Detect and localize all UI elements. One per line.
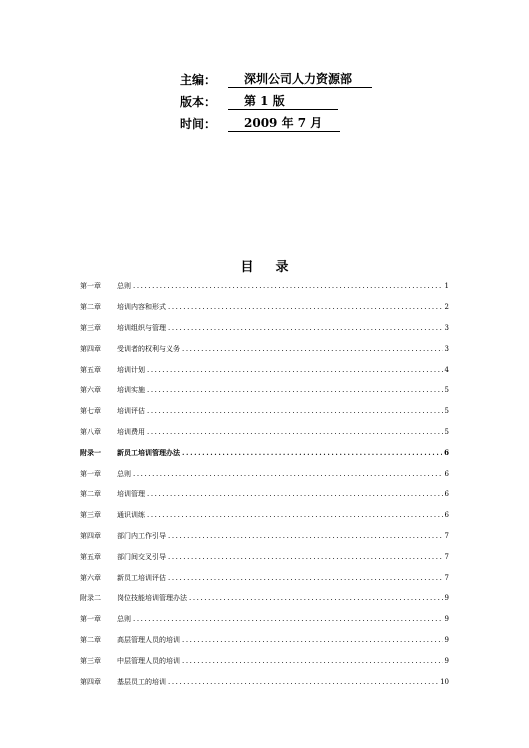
toc-entry[interactable] [80, 422, 449, 443]
toc-chapter: 第二章 [80, 303, 101, 312]
toc-page-number: 7 [444, 531, 449, 540]
toc-page-number: 1 [444, 282, 449, 291]
toc-leader-dots [182, 448, 442, 457]
editor-label: 主编： [180, 73, 217, 87]
toc-page-number: 9 [444, 615, 449, 624]
toc-leader-dots [133, 282, 443, 290]
toc-leader-dots [133, 615, 443, 623]
toc-chapter: 第三章 [80, 656, 101, 665]
toc-leader-dots [168, 303, 443, 311]
toc-leader-dots [168, 532, 443, 540]
toc-chapter: 第四章 [80, 531, 101, 540]
toc-chapter: 附录一 [80, 447, 101, 457]
toc-chapter: 第六章 [80, 386, 101, 395]
toc-leader-dots [147, 366, 443, 374]
date-label: 时间： [180, 117, 217, 131]
toc-entry[interactable] [80, 380, 449, 401]
toc-page-number: 5 [444, 407, 449, 416]
toc-entry-title: 中层管理人员的培训 [117, 656, 180, 665]
toc-chapter: 第一章 [80, 615, 101, 624]
date-value: 2009 年 7 月 [228, 116, 340, 132]
toc-entry[interactable] [80, 484, 449, 505]
toc-chapter: 附录二 [80, 594, 101, 603]
toc-entry[interactable] [80, 567, 449, 588]
toc-entry-title: 培训费用 [117, 427, 145, 436]
toc-page-number: 6 [444, 511, 449, 520]
toc-chapter: 第二章 [80, 490, 101, 499]
toc-page-number: 6 [444, 448, 449, 458]
toc-entry-title: 部门间交叉引导 [117, 552, 166, 561]
toc-leader-dots [147, 511, 443, 519]
toc-entry[interactable] [80, 318, 449, 339]
toc-page-number: 6 [444, 469, 449, 478]
toc-chapter: 第三章 [80, 511, 101, 520]
toc-chapter: 第六章 [80, 573, 101, 582]
toc-leader-dots [168, 553, 443, 561]
toc-entry-title: 高层管理人员的培训 [117, 635, 180, 644]
toc-page-number: 3 [444, 323, 449, 332]
toc-leader-dots [182, 657, 443, 665]
toc-chapter: 第三章 [80, 323, 101, 332]
toc-chapter: 第二章 [80, 635, 101, 644]
toc-chapter: 第七章 [80, 407, 101, 416]
toc-page-number: 4 [444, 365, 449, 374]
toc-leader-dots [147, 490, 443, 498]
toc-entry[interactable] [80, 630, 449, 651]
editor-row [180, 66, 372, 88]
toc-entry-title: 基层员工的培训 [117, 677, 166, 686]
version-value: 第 1 版 [228, 94, 338, 110]
toc-page-number: 9 [444, 594, 449, 603]
toc-chapter: 第一章 [80, 469, 101, 478]
toc-leader-dots [168, 678, 438, 686]
toc-leader-dots [147, 386, 443, 394]
toc-chapter: 第四章 [80, 677, 101, 686]
toc-entry[interactable] [80, 526, 449, 547]
toc-entry[interactable] [80, 463, 449, 484]
toc-chapter: 第八章 [80, 427, 101, 436]
toc-entry-title: 新员工培训评估 [117, 573, 166, 582]
toc-entry-title: 培训实施 [117, 386, 145, 395]
toc-entry[interactable] [80, 650, 449, 671]
toc-page-number: 9 [444, 635, 449, 644]
toc-entry[interactable] [80, 671, 449, 692]
toc-leader-dots [147, 407, 443, 415]
toc-entry-title: 培训管理 [117, 490, 145, 499]
toc-leader-dots [168, 324, 443, 332]
toc-title: 目录 [240, 260, 311, 275]
toc-chapter: 第一章 [80, 282, 101, 291]
toc-entry[interactable] [80, 546, 449, 567]
toc-chapter: 第五章 [80, 552, 101, 561]
document-meta [180, 66, 372, 132]
toc-entry-title: 培训计划 [117, 365, 145, 374]
toc-entry[interactable] [80, 338, 449, 359]
toc-page-number: 5 [444, 386, 449, 395]
toc-leader-dots [182, 636, 443, 644]
toc-leader-dots [133, 470, 443, 478]
toc-entry-title: 受训者的权利与义务 [117, 344, 180, 353]
toc-page-number: 2 [444, 303, 449, 312]
editor-value: 深圳公司人力资源部 [228, 72, 372, 88]
toc-page-number: 6 [444, 490, 449, 499]
toc-entry-title: 通识训练 [117, 511, 145, 520]
toc-chapter: 第四章 [80, 344, 101, 353]
toc-entry-title: 总则 [117, 469, 131, 478]
toc-entry-title: 总则 [117, 282, 131, 291]
toc-entry-title: 培训评估 [117, 407, 145, 416]
toc-entry-title: 培训内容和形式 [117, 303, 166, 312]
toc-page-number: 3 [444, 344, 449, 353]
toc-entry[interactable] [80, 401, 449, 422]
toc-entry[interactable] [80, 505, 449, 526]
toc-leader-dots [182, 345, 443, 353]
toc-entry[interactable] [80, 609, 449, 630]
toc-page-number: 7 [444, 552, 449, 561]
toc-page-number: 5 [444, 427, 449, 436]
toc-page-number: 7 [444, 573, 449, 582]
toc-appendix-entry[interactable] [80, 442, 449, 463]
version-row [180, 88, 372, 110]
toc-leader-dots [168, 574, 443, 582]
toc-appendix-entry[interactable] [80, 588, 449, 609]
date-row [180, 110, 372, 132]
toc-entry[interactable] [80, 276, 449, 297]
toc-chapter: 第五章 [80, 365, 101, 374]
toc-leader-dots [147, 428, 443, 436]
toc-entry-title: 新员工培训管理办法 [117, 447, 180, 457]
toc-entry-title: 总则 [117, 615, 131, 624]
toc-entry-title: 岗位技能培训管理办法 [117, 594, 187, 603]
toc-entry-title: 部门内工作引导 [117, 531, 166, 540]
table-of-contents [80, 276, 449, 692]
version-label: 版本： [180, 95, 217, 109]
toc-page-number: 10 [440, 677, 449, 686]
toc-leader-dots [189, 594, 443, 602]
toc-entry-title: 培训组织与管理 [117, 323, 166, 332]
toc-entry[interactable] [80, 359, 449, 380]
toc-entry[interactable] [80, 297, 449, 318]
toc-page-number: 9 [444, 656, 449, 665]
